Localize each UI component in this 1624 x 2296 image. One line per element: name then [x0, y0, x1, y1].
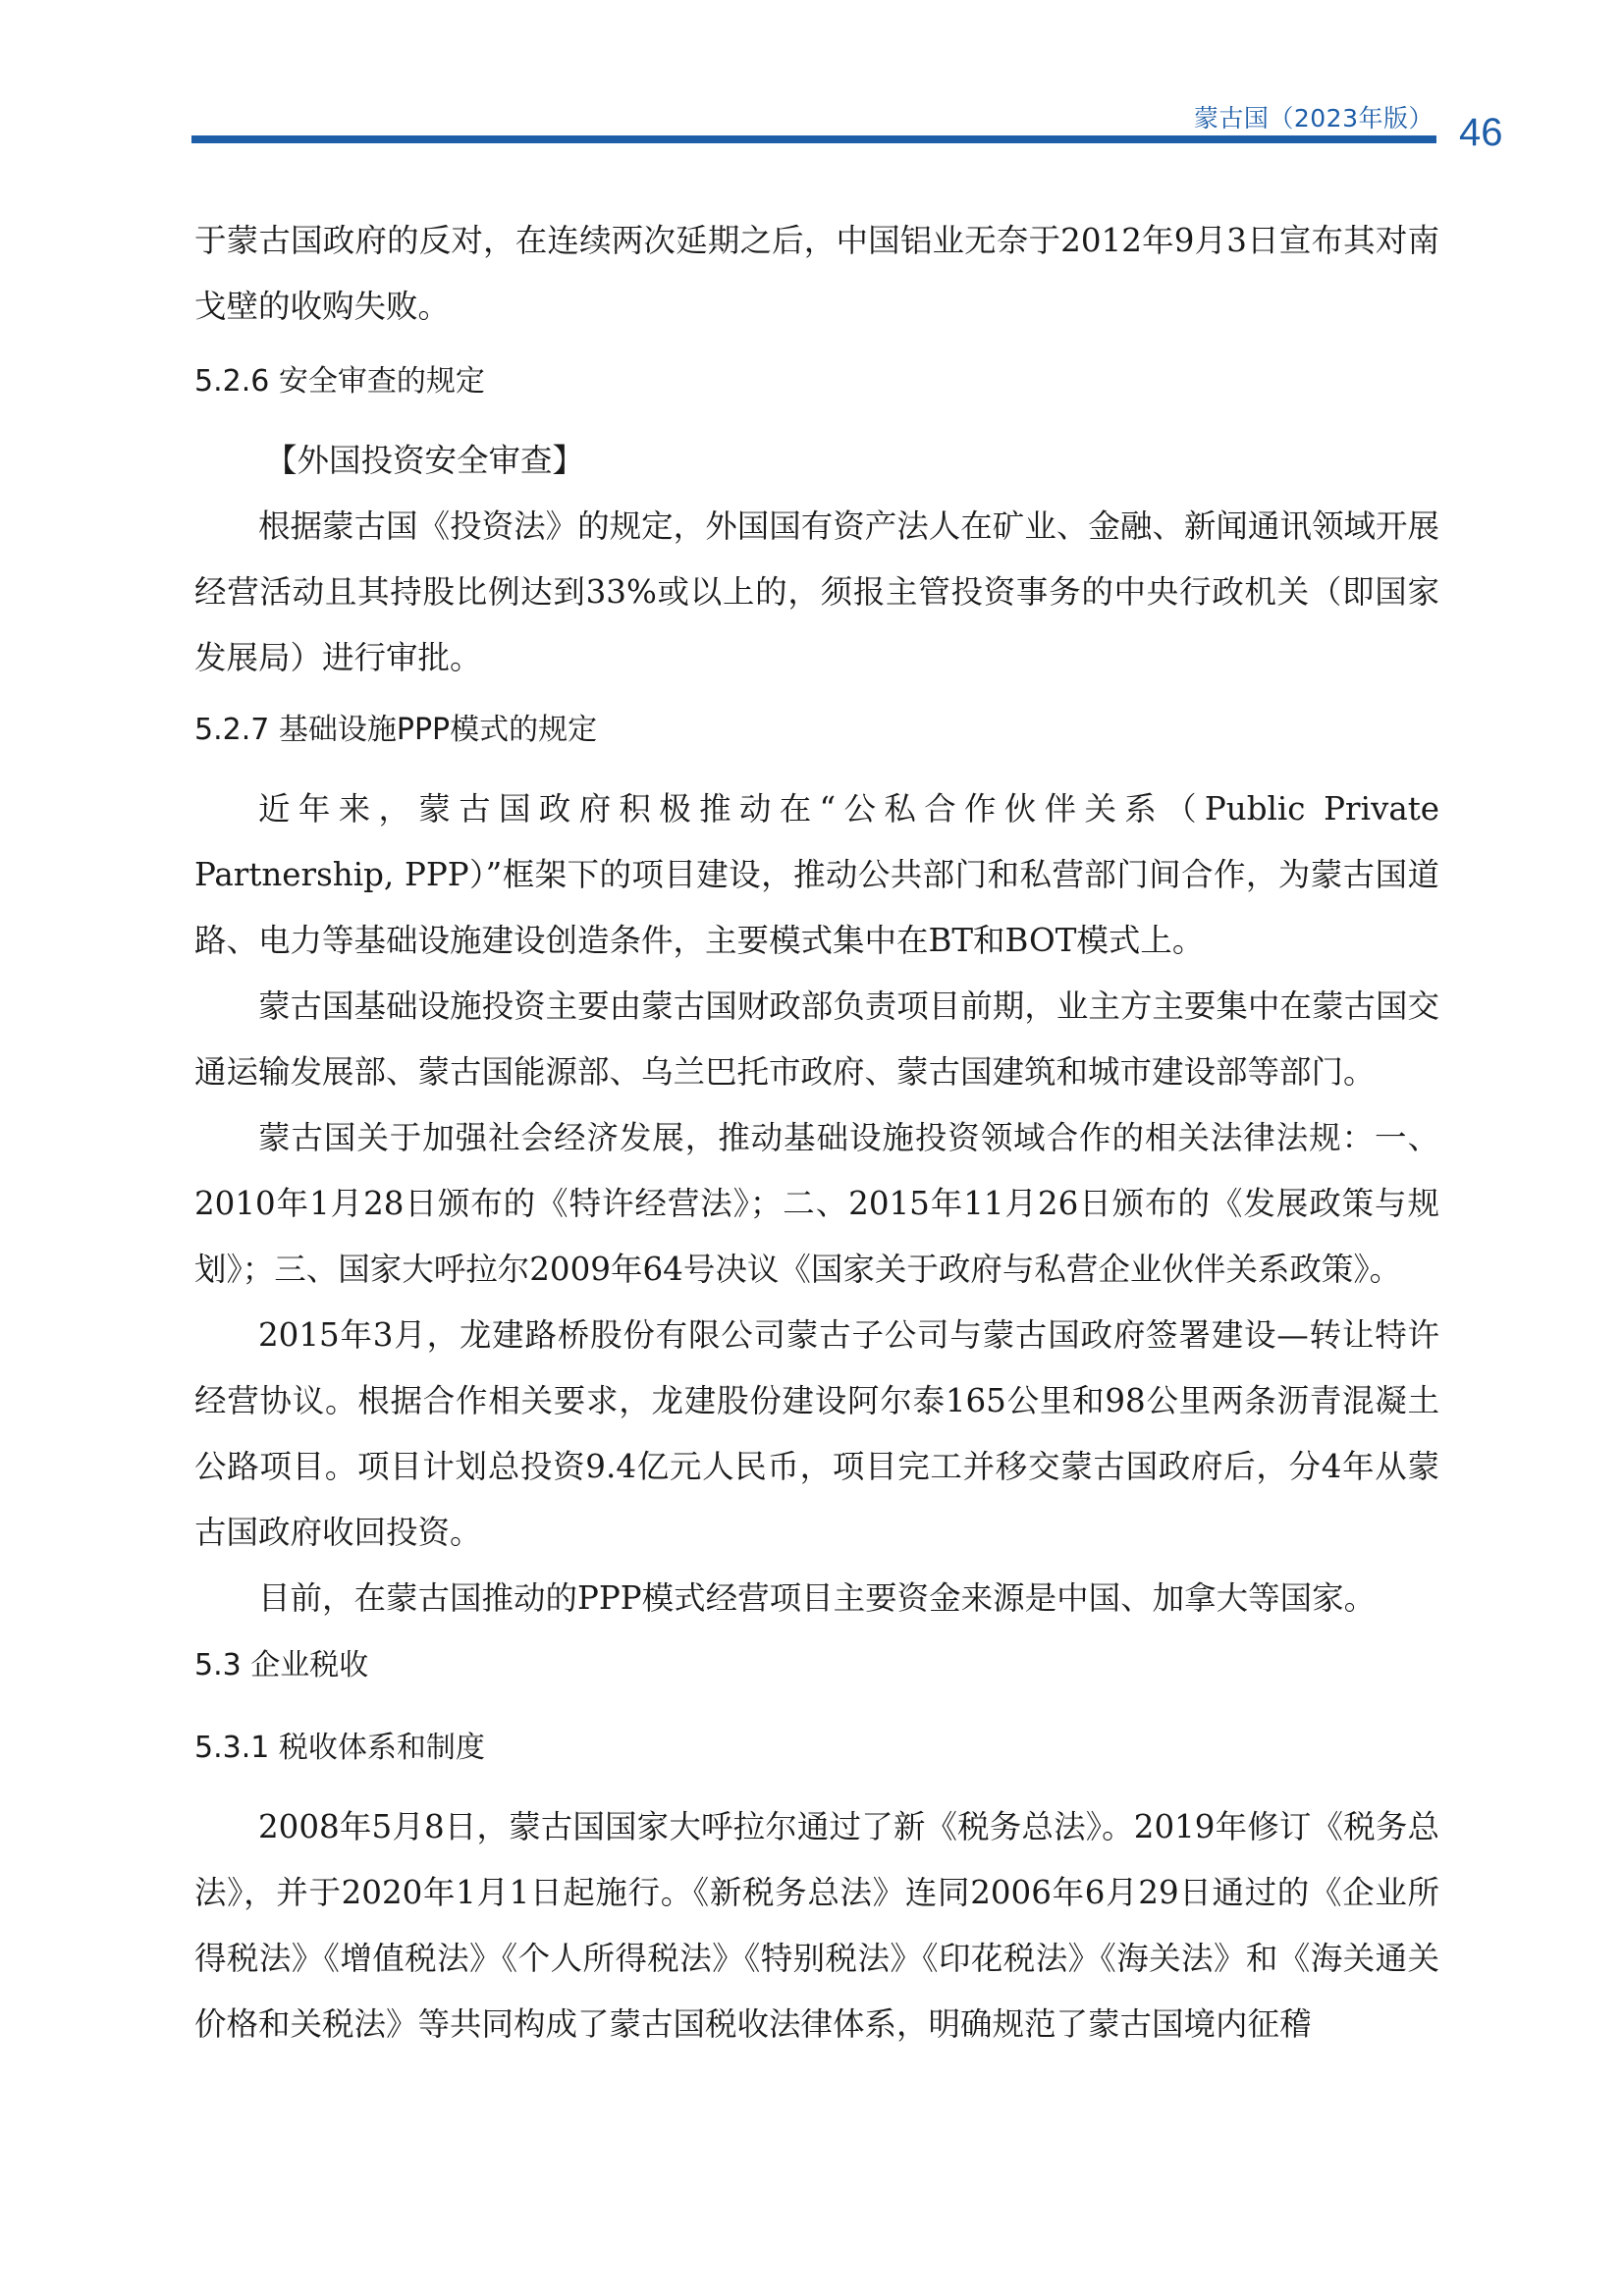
paragraph-5-3-1-1: 2008年5月8日，蒙古国国家大呼拉尔通过了新《税务总法》。2019年修订《税务总法》，并于2020年1月1日起施行。《新税务总法》连同2006年6月29日通过的《企业所得税法》《增值税法》《个人所得税法》《特别税法》《印花税法》《海关法》和《海关通关价格和关税法》等共同构成了蒙古国税收法律体系，明确规范了蒙古国境内征稽: [194, 1808, 1439, 2043]
paragraph-5-2-7-3: 蒙古国关于加强社会经济发展，推动基础设施投资领域合作的相关法律法规：一、2010年1月28日颁布的《特许经营法》；二、2015年11月26日颁布的《发展政策与规划》；三、国家大呼拉尔2009年64号决议《国家关于政府与私营企业伙伴关系政策》。: [194, 1119, 1439, 1288]
paragraph-intro: 于蒙古国政府的反对，在连续两次延期之后，中国铝业无奈于2012年9月3日宣布其对南戈壁的收购失败。: [194, 222, 1439, 325]
running-header-title: 蒙古国（2023年版）: [1193, 104, 1434, 133]
section-heading-5-3-1: 5.3.1 税收体系和制度: [194, 1731, 485, 1765]
paragraph-5-2-7-4: 2015年3月，龙建路桥股份有限公司蒙古子公司与蒙古国政府签署建设—转让特许经营协议。根据合作相关要求，龙建股份建设阿尔泰165公里和98公里两条沥青混凝土公路项目。项目计划总投资9.4亿元人民币，项目完工并移交蒙古国政府后，分4年从蒙古国政府收回投资。: [194, 1316, 1439, 1551]
section-heading-5-3: 5.3 企业税收: [194, 1648, 369, 1682]
section-heading-5-2-7: 5.2.7 基础设施PPP模式的规定: [194, 713, 598, 747]
section-heading-5-2-6: 5.2.6 安全审查的规定: [194, 364, 485, 399]
header-rule: [191, 135, 1436, 143]
page-body: [194, 208, 1439, 2057]
paragraph-5-2-6-1: 根据蒙古国《投资法》的规定，外国国有资产法人在矿业、金融、新闻通讯领域开展经营活动且其持股比例达到33%或以上的，须报主管投资事务的中央行政机关（即国家发展局）进行审批。: [194, 507, 1439, 676]
page-number: 46: [1459, 111, 1503, 154]
paragraph-5-2-7-2: 蒙古国基础设施投资主要由蒙古国财政部负责项目前期，业主方主要集中在蒙古国交通运输发展部、蒙古国能源部、乌兰巴托市政府、蒙古国建筑和城市建设部等部门。: [194, 988, 1439, 1091]
paragraph-5-2-7-5: 目前，在蒙古国推动的PPP模式经营项目主要资金来源是中国、加拿大等国家。: [258, 1579, 1377, 1617]
bracket-title: 【外国投资安全审查】: [265, 442, 585, 479]
paragraph-5-2-7-1: 近年来，蒙古国政府积极推动在“公私合作伙伴关系（Public Private Partnership, PPP）”框架下的项目建设，推动公共部门和私营部门间合作，为蒙古国道路、电力等基础设施建设创造条件，主要模式集中在BT和BOT模式上。: [194, 790, 1439, 959]
